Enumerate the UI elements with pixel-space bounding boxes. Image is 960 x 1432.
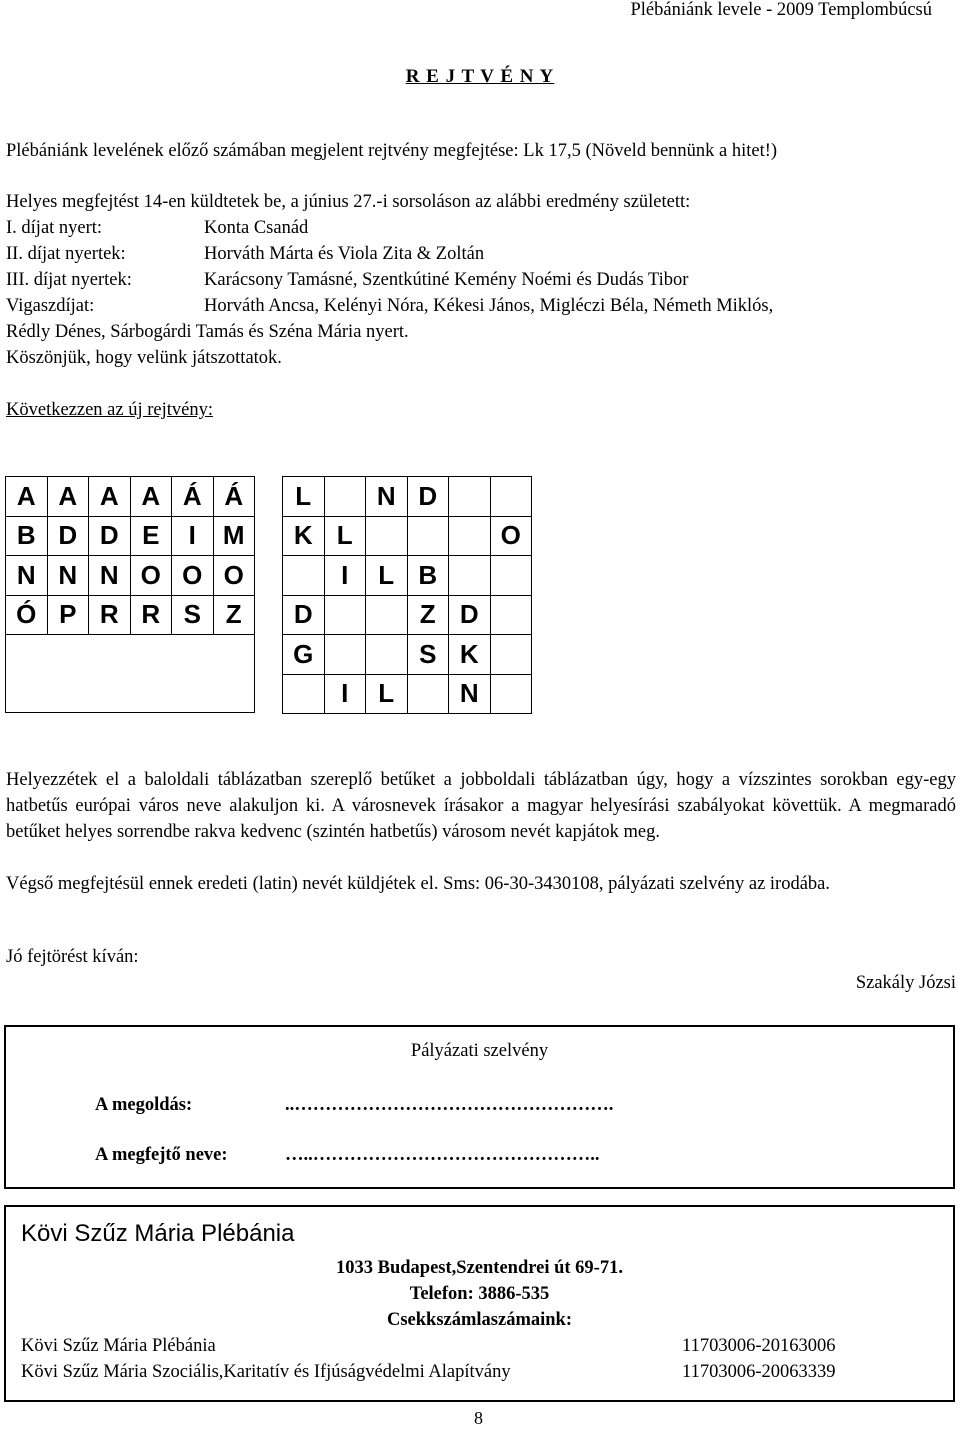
left-grid-cell (89, 674, 131, 713)
instructions-paragraph-1: Helyezzétek el a baloldali táblázatban szereplő betűket a jobboldali táblázatban úgy, hogy a vízszintes sorokban egy-egy hatbetűs európai város neve alakuljon ki. A városnevek írásakor a magyar helyesírási szabályokat követtük. A megmaradó betűket helyes sorrendbe rakva kedvenc (szintén hatbetűs) városom nevét kapjátok meg. (6, 770, 956, 842)
right-grid-cell: L (283, 477, 325, 517)
right-grid-cell (449, 477, 491, 517)
left-grid-row (6, 635, 255, 674)
prev-solution-text: Plébániánk levelének előző számában megjelent rejtvény megfejtése: Lk 17,5 (Növeld bennünk a hitet!) (6, 141, 778, 161)
thanks-text: Köszönjük, hogy velünk játszottatok. (6, 348, 282, 368)
prize-label-consolation: Vigaszdíjat: (6, 296, 95, 316)
left-grid-cell (130, 635, 172, 674)
parish-phone: Telefon: 3886-535 (409, 1284, 550, 1304)
left-grid-cell: A (6, 477, 48, 517)
prize-value-consolation: Horváth Ancsa, Kelényi Nóra, Kékesi János, Migléczi Béla, Németh Miklós, (204, 296, 774, 316)
prize-value-2: Horváth Márta és Viola Zita & Zoltán (204, 244, 485, 264)
left-grid-cell (6, 635, 48, 674)
author-name: Szakály Józsi (855, 973, 956, 993)
left-grid-cell: A (130, 477, 172, 517)
prize-label-3: III. díjat nyertek: (6, 270, 132, 290)
left-grid-cell: D (89, 516, 131, 556)
left-grid-cell: M (213, 516, 255, 556)
coupon-box (4, 1025, 955, 1189)
left-grid-cell (213, 674, 255, 713)
right-grid-cell: K (449, 635, 491, 675)
page-number: 8 (474, 1408, 483, 1428)
right-grid-cell: I (324, 556, 366, 596)
left-grid-row (6, 674, 255, 713)
right-grid-row (283, 635, 532, 675)
right-grid-cell (490, 635, 532, 675)
right-grid-cell: L (366, 556, 408, 596)
right-grid-cell (449, 516, 491, 556)
right-grid-cell: I (324, 674, 366, 714)
left-grid-cell (47, 674, 89, 713)
right-grid-row (283, 674, 532, 714)
right-grid-cell (324, 635, 366, 675)
left-grid-cell: Á (213, 477, 255, 517)
prize-value-3: Karácsony Tamásné, Szentkútiné Kemény Noémi és Dudás Tibor (204, 270, 689, 290)
prize-label-1: I. díjat nyert: (6, 218, 103, 238)
account-name-2: Kövi Szűz Mária Szociális,Karitatív és Ifjúságvédelmi Alapítvány (21, 1362, 511, 1382)
left-grid-cell: Á (172, 477, 214, 517)
right-grid-cell (490, 477, 532, 517)
left-grid-cell: N (47, 556, 89, 596)
right-grid-cell (283, 556, 325, 596)
prize-continuation: Rédly Dénes, Sárbogárdi Tamás és Széna Mária nyert. (6, 322, 409, 342)
left-grid-cell: O (130, 556, 172, 596)
left-grid-cell (172, 635, 214, 674)
right-grid-cell: L (366, 674, 408, 714)
right-grid-cell (366, 516, 408, 556)
results-intro: Helyes megfejtést 14-en küldtetek be, a június 27.-i sorsoláson az alábbi eredmény született: (6, 192, 691, 212)
left-grid-cell (89, 635, 131, 674)
right-grid-cell (490, 674, 532, 714)
accounts-title: Csekkszámlaszámaink: (386, 1310, 572, 1330)
coupon-solution-field[interactable]: ..……………………………………………. (285, 1095, 614, 1115)
left-grid-cell: S (172, 595, 214, 635)
left-grid-row (6, 516, 255, 556)
right-grid-cell (283, 674, 325, 714)
account-number-1: 11703006-20163006 (682, 1336, 836, 1356)
left-grid-row (6, 477, 255, 517)
account-number-2: 11703006-20063339 (682, 1362, 836, 1382)
right-grid-cell (324, 595, 366, 635)
running-header: Plébániánk levele - 2009 Templombúcsú (630, 0, 932, 20)
right-grid-cell (366, 595, 408, 635)
right-grid-cell: B (407, 556, 449, 596)
right-grid-cell (407, 674, 449, 714)
left-grid-cell: O (172, 556, 214, 596)
right-grid-cell: O (490, 516, 532, 556)
right-grid-cell: Z (407, 595, 449, 635)
right-grid-cell (490, 595, 532, 635)
left-grid-cell: D (47, 516, 89, 556)
right-grid-cell: S (407, 635, 449, 675)
left-grid-cell: N (89, 556, 131, 596)
prize-label-2: II. díjat nyertek: (6, 244, 126, 264)
left-grid-cell: P (47, 595, 89, 635)
right-grid-cell: D (283, 595, 325, 635)
left-grid-row (6, 595, 255, 635)
right-grid-row (283, 556, 532, 596)
left-grid-cell (6, 674, 48, 713)
coupon-solution-label: A megoldás: (95, 1095, 193, 1115)
right-grid-row (283, 516, 532, 556)
right-puzzle-grid (282, 476, 532, 714)
right-grid-cell (324, 477, 366, 517)
right-grid-cell: K (283, 516, 325, 556)
next-puzzle-heading: Következzen az új rejtvény: (6, 400, 213, 420)
account-name-1: Kövi Szűz Mária Plébánia (21, 1336, 216, 1356)
page-title: R E J T V É N Y (405, 66, 555, 87)
right-grid-cell: D (449, 595, 491, 635)
left-grid-cell: B (6, 516, 48, 556)
left-grid-cell: O (213, 556, 255, 596)
left-grid-cell: N (6, 556, 48, 596)
left-grid-cell: Z (213, 595, 255, 635)
instructions-paragraph-2: Végső megfejtésül ennek eredeti (latin) nevét küldjétek el. Sms: 06-30-3430108, pályázati szelvény az irodába. (6, 874, 830, 894)
left-grid-cell: A (47, 477, 89, 517)
right-grid-cell: D (407, 477, 449, 517)
left-grid-cell: R (89, 595, 131, 635)
right-grid-cell: N (449, 674, 491, 714)
left-grid-cell: E (130, 516, 172, 556)
coupon-name-field[interactable]: …..……………………………………….. (285, 1145, 600, 1165)
coupon-title: Pályázati szelvény (410, 1041, 549, 1061)
left-grid-row (6, 556, 255, 596)
right-grid-cell: L (324, 516, 366, 556)
left-grid-cell: R (130, 595, 172, 635)
left-grid-cell (47, 635, 89, 674)
left-grid-cell (172, 674, 214, 713)
left-letter-grid (5, 476, 255, 713)
right-grid-cell: N (366, 477, 408, 517)
parish-info-box (4, 1205, 955, 1402)
right-grid-row (283, 477, 532, 517)
right-grid-cell (407, 516, 449, 556)
parish-name-heading: Kövi Szűz Mária Plébánia (21, 1220, 295, 1247)
right-grid-cell (490, 556, 532, 596)
right-grid-cell (449, 556, 491, 596)
left-grid-cell: I (172, 516, 214, 556)
right-grid-cell (366, 635, 408, 675)
left-grid-cell: A (89, 477, 131, 517)
prize-value-1: Konta Csanád (204, 218, 309, 238)
parish-address: 1033 Budapest,Szentendrei út 69-71. (336, 1258, 623, 1278)
left-grid-cell: Ó (6, 595, 48, 635)
left-grid-cell (213, 635, 255, 674)
coupon-name-label: A megfejtő neve: (95, 1145, 228, 1165)
right-grid-cell: G (283, 635, 325, 675)
right-grid-row (283, 595, 532, 635)
wish-text: Jó fejtörést kíván: (6, 947, 139, 967)
left-grid-cell (130, 674, 172, 713)
